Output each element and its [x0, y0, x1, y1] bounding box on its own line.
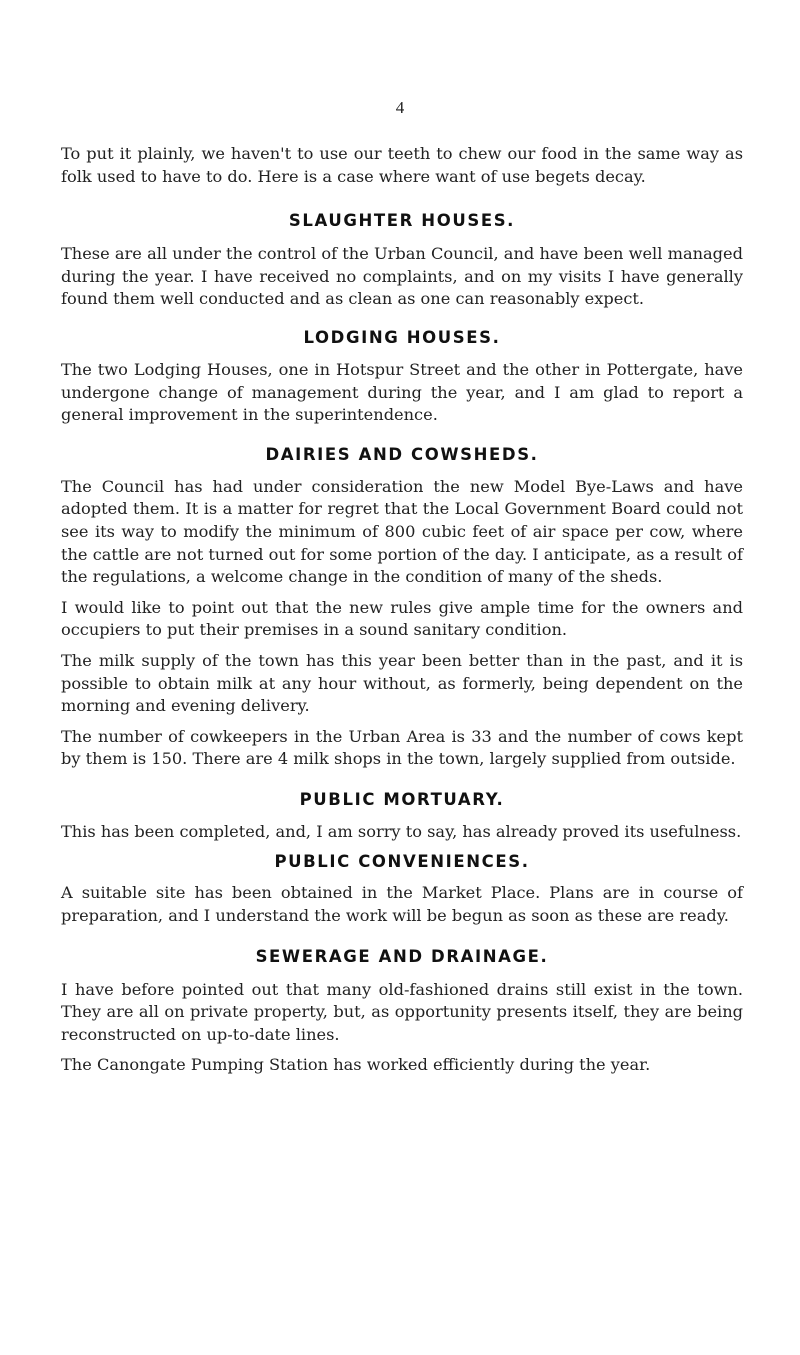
page-content [61, 143, 743, 1077]
slaughter-houses-paragraph: These are all under the control of the Urban Council, and have been well managed during the year. I have received no complaints, and on my visits I have generally found them well conducted and as clean as one can reasonably expect. [61, 244, 743, 309]
lodging-houses-heading: LODGING HOUSES. [303, 327, 501, 347]
dairies-paragraph-2: I would like to point out that the new rules give ample time for the owners and occupiers to put their premises in a sound sanitary condition. [61, 597, 743, 640]
public-conveniences-paragraph: A suitable site has been obtained in the Market Place. Plans are in course of preparation, and I understand the work will be begun as soon as these are ready. [61, 883, 743, 926]
dairies-heading: DAIRIES AND COWSHEDS. [265, 444, 539, 464]
sewerage-paragraph-2: The Canongate Pumping Station has worked efficiently during the year. [61, 1055, 651, 1075]
dairies-paragraph-1: The Council has had under consideration the new Model Bye-Laws and have adopted them. It is a matter for regret that the Local Government Board could not see its way to modify the minimum of 800 cubic feet of air space per cow, where the cattle are not turned out for some portion of the day. I anticipate, as a result of the regulations, a welcome change in the condition of many of the sheds. [61, 476, 743, 587]
public-conveniences-heading: PUBLIC CONVENIENCES. [274, 852, 530, 872]
lodging-houses-paragraph: The two Lodging Houses, one in Hotspur Street and the other in Pottergate, have undergone change of management during the year, and I am glad to report a general improvement in the superintendence. [61, 359, 743, 425]
public-mortuary-heading: PUBLIC MORTUARY. [299, 789, 505, 809]
sewerage-heading: SEWERAGE AND DRAINAGE. [255, 946, 549, 966]
sewerage-paragraph-1: I have before pointed out that many old-fashioned drains still exist in the town. They are all on private property, but, as opportunity presents itself, they are being reconstructed on up-to-date lines. [61, 979, 743, 1044]
dairies-paragraph-4: The number of cowkeepers in the Urban Area is 33 and the number of cows kept by them is 150. There are 4 milk shops in the town, largely supplied from outside. [61, 726, 743, 769]
dairies-paragraph-3: The milk supply of the town has this year been better than in the past, and it is possible to obtain milk at any hour without, as formerly, being dependent on the morning and evening delivery. [61, 650, 743, 716]
intro-paragraph: To put it plainly, we haven't to use our teeth to chew our food in the same way as folk used to have to do. Here is a case where want of use begets decay. [61, 144, 743, 186]
public-mortuary-paragraph: This has been completed, and, I am sorry to say, has already proved its usefulness. [61, 821, 742, 841]
slaughter-houses-heading: SLAUGHTER HOUSES. [288, 211, 516, 231]
page-number: 4 [395, 98, 405, 117]
